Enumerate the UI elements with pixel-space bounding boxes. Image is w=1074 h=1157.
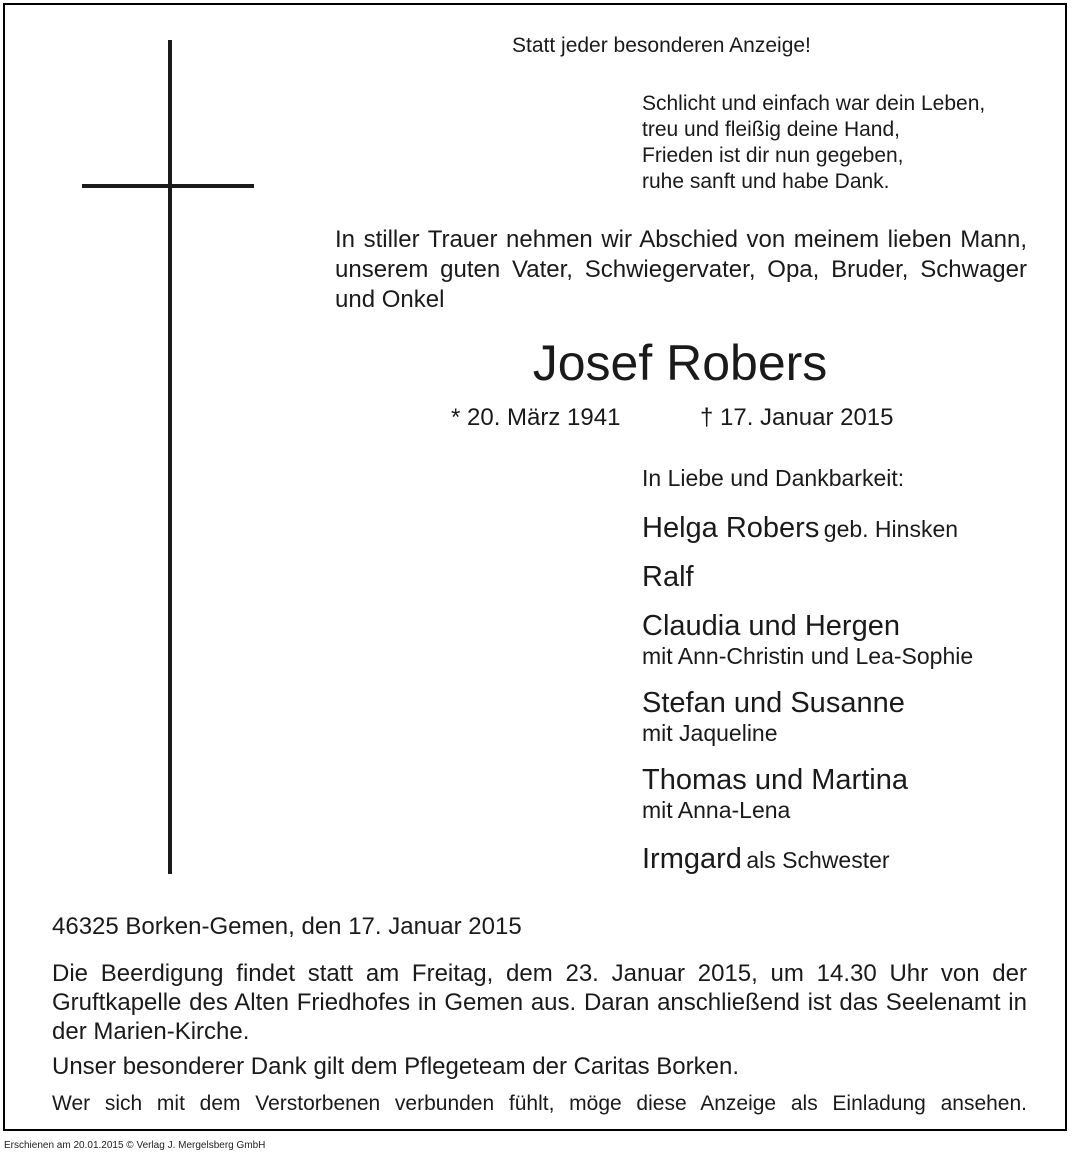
mourner-name: Ralf — [642, 561, 694, 593]
mourner-name: Thomas und Martina — [642, 764, 908, 796]
poem-line: treu und fleißig deine Hand, — [642, 118, 900, 141]
mourner-entry — [642, 843, 890, 876]
publication-footer: Erschienen am 20.01.2015 © Verlag J. Mergelsberg GmbH — [4, 1140, 266, 1151]
mourner-name: Stefan und Susanne — [642, 687, 905, 719]
mourner-name: Helga Robers — [642, 512, 820, 544]
mourners-heading: In Liebe und Dankbarkeit: — [642, 465, 905, 491]
mourner-sub: mit Jaqueline — [642, 720, 778, 746]
thanks-text: Unser besonderer Dank gilt dem Pflegeteam der Caritas Borken. — [52, 1053, 739, 1080]
cross-icon — [168, 40, 172, 874]
poem — [642, 91, 985, 195]
place-date: 46325 Borken-Gemen, den 17. Januar 2015 — [52, 913, 522, 940]
death-date: † 17. Januar 2015 — [700, 404, 894, 431]
intro-text: In stiller Trauer nehmen wir Abschied von meinem lieben Mann, unserem guten Vater, Schwiegervater, Opa, Bruder, Schwager und Onkel — [335, 226, 1027, 313]
mourner-name: Claudia und Hergen — [642, 610, 900, 642]
poem-line: Schlicht und einfach war dein Leben, — [642, 92, 986, 115]
mourner-entry — [642, 610, 973, 670]
mourner-entry — [642, 764, 908, 824]
deceased-name: Josef Robers — [532, 335, 828, 391]
funeral-info: Die Beerdigung findet statt am Freitag, dem 23. Januar 2015, um 14.30 Uhr von der Gruftkapelle des Alten Friedhofes in Gemen aus. Daran anschließend ist das Seelenamt in der Marien-Kirche. — [52, 960, 1027, 1045]
mourner-entry — [642, 561, 694, 594]
poem-line: ruhe sanft und habe Dank. — [642, 170, 890, 193]
mourner-entry — [642, 687, 905, 747]
mourner-sub: mit Anna-Lena — [642, 797, 791, 823]
notice-header: Statt jeder besonderen Anzeige! — [512, 34, 811, 57]
mourner-suffix: geb. Hinsken — [823, 516, 959, 542]
poem-line: Frieden ist dir nun gegeben, — [642, 144, 904, 167]
mourner-name: Irmgard — [642, 843, 742, 875]
invitation-text: Wer sich mit dem Verstorbenen verbunden fühlt, möge diese Anzeige als Einladung ansehen. — [52, 1092, 1027, 1115]
mourner-sub: mit Ann-Christin und Lea-Sophie — [642, 643, 974, 669]
mourner-entry — [642, 512, 958, 545]
birth-date: * 20. März 1941 — [451, 404, 621, 431]
mourner-suffix: als Schwester — [746, 847, 890, 873]
cross-icon-crossbar — [82, 184, 254, 188]
